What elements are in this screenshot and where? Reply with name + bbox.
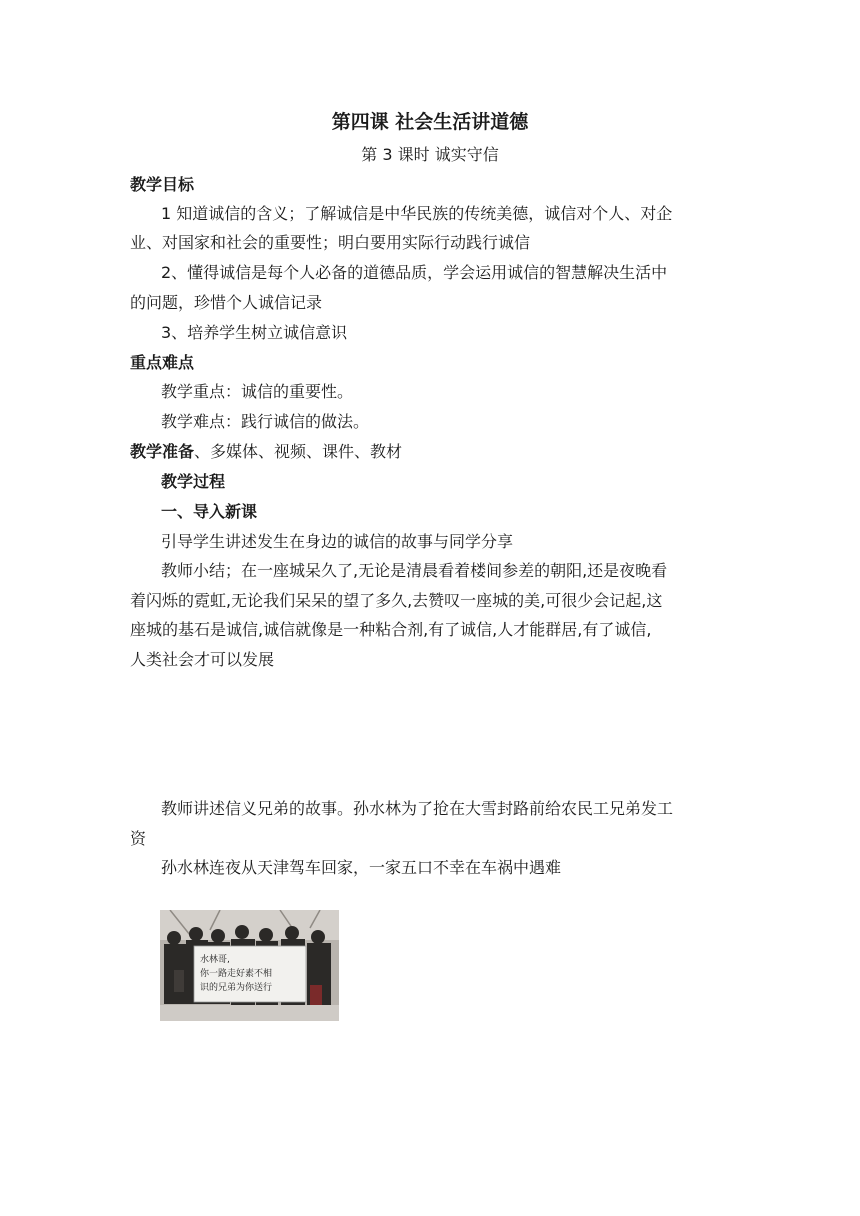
story-line-2: 资 [130,829,147,848]
lesson-subtitle: 第 3 课时 诚实守信 [361,145,499,164]
key-points-heading: 重点难点 [130,353,195,372]
process-heading: 教学过程 [161,472,226,491]
key-point: 教学重点：诚信的重要性。 [161,382,354,401]
summary-line-1: 教师小结；在一座城呆久了,无论是清晨看着楼间参差的朝阳,还是夜晚看 [161,561,668,580]
story-line-1: 教师讲述信义兄弟的故事。孙水林为了抢在大雪封路前给农民工兄弟发工 [161,799,674,818]
goal-1-line-2: 业、对国家和社会的重要性；明白要用实际行动践行诚信 [130,233,531,252]
preparation-heading: 教学准备 [130,442,195,461]
goal-2-line-2: 的问题，珍惜个人诚信记录 [130,293,323,312]
summary-line-3: 座城的基石是诚信,诚信就像是一种粘合剂,有了诚信,人才能群居,有了诚信, [130,620,652,639]
sign-text-3: 识的兄弟为你送行 [200,983,273,993]
story-line-3: 孙水林连夜从天津驾车回家，一家五口不幸在车祸中遇难 [161,858,562,877]
goals-heading: 教学目标 [130,175,195,194]
sign-text-2: 你一路走好素不相 [200,969,273,979]
sign-text-1: 水林哥, [200,955,230,965]
goal-3: 3、培养学生树立诚信意识 [161,323,348,342]
mourners-photo [160,910,339,1021]
difficult-point: 教学难点：践行诚信的做法。 [161,412,370,431]
preparation-line [130,437,402,467]
intro-text: 引导学生讲述发生在身边的诚信的故事与同学分享 [161,532,514,551]
goal-1-line-1: 1 知道诚信的含义；了解诚信是中华民族的传统美德，诚信对个人、对企 [161,204,673,223]
lesson-title: 第四课 社会生活讲道德 [331,111,529,133]
summary-line-2: 着闪烁的霓虹,无论我们呆呆的望了多久,去赞叹一座城的美,可很少会记起,这 [130,591,663,610]
goal-2-line-1: 2、懂得诚信是每个人必备的道德品质，学会运用诚信的智慧解决生活中 [161,263,668,282]
preparation-text: 、多媒体、视频、课件、教材 [194,442,403,461]
summary-line-4: 人类社会才可以发展 [130,650,275,669]
intro-heading: 一、导入新课 [161,502,258,521]
